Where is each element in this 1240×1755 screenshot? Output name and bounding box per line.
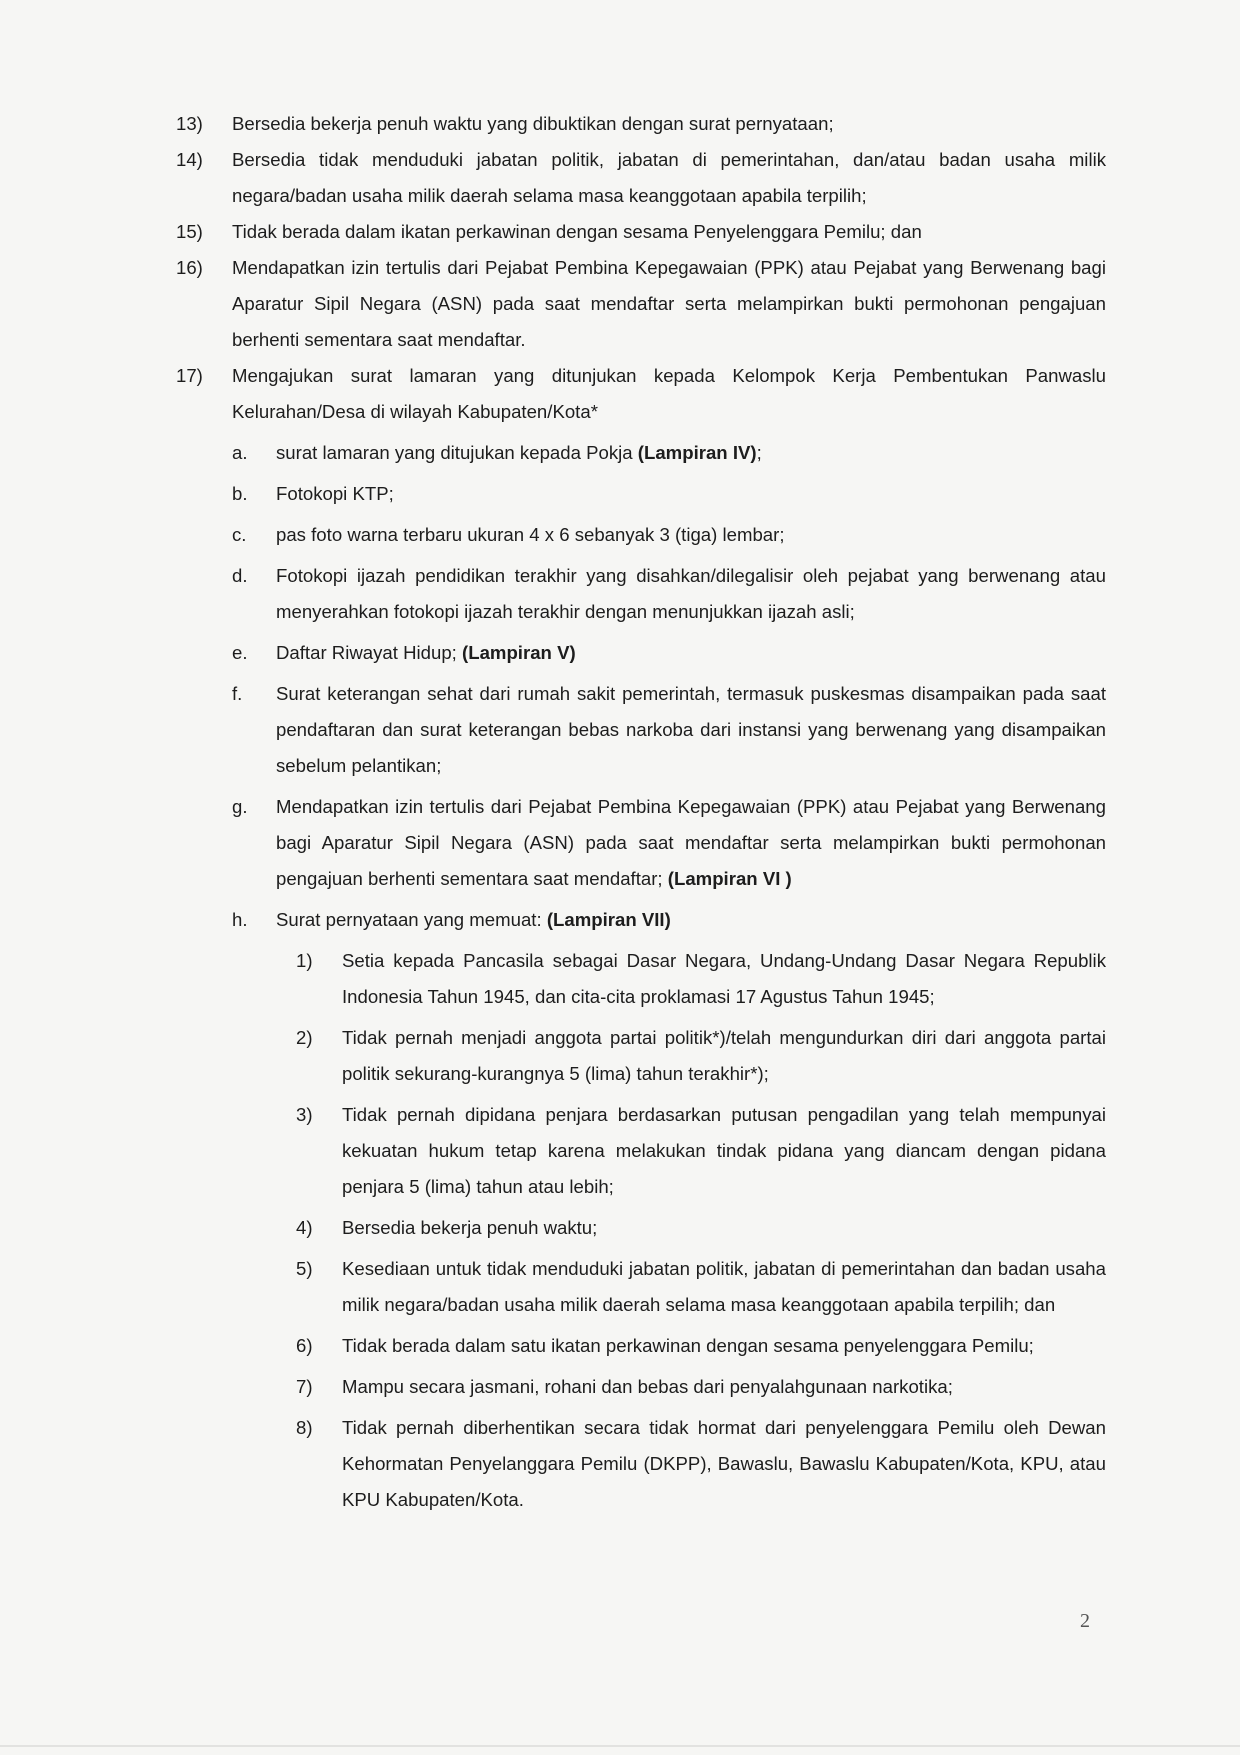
statement-item xyxy=(176,1020,1106,1092)
sub-list-item xyxy=(176,558,1106,630)
item-number: 15) xyxy=(176,221,203,242)
sub-list-item xyxy=(176,476,1106,512)
statement-item xyxy=(176,1210,1106,1246)
item-text: Bersedia bekerja penuh waktu yang dibuktikan dengan surat pernyataan; xyxy=(232,113,834,134)
document-body xyxy=(176,106,1106,1518)
statement-item xyxy=(176,1410,1106,1518)
item-number: 17) xyxy=(176,365,203,386)
statement-number: 4) xyxy=(296,1217,313,1238)
statement-text: Tidak pernah dipidana penjara berdasarkan putusan pengadilan yang telah mempunyai kekuatan hukum tetap karena melakukan tindak pidana yang diancam dengan pidana penjara 5 (lima) tahun atau lebih; xyxy=(342,1104,1106,1197)
sub-list-item xyxy=(176,902,1106,938)
sub-item-letter: h. xyxy=(232,909,248,930)
item-number: 14) xyxy=(176,149,203,170)
sub-list-item xyxy=(176,435,1106,471)
sub-list-item xyxy=(176,517,1106,553)
sub-item-text: Surat keterangan sehat dari rumah sakit pemerintah, termasuk puskesmas disampaikan pada saat pendaftaran dan surat keterangan bebas narkoba dari instansi yang berwenang yang disampaikan sebelum pelantikan; xyxy=(276,683,1106,776)
statement-text: Bersedia bekerja penuh waktu; xyxy=(342,1217,598,1238)
list-item xyxy=(176,250,1106,358)
statement-text: Setia kepada Pancasila sebagai Dasar Negara, Undang-Undang Dasar Negara Republik Indonesia Tahun 1945, dan cita-cita proklamasi 17 Agustus Tahun 1945; xyxy=(342,950,1106,1007)
statement-number: 8) xyxy=(296,1417,313,1438)
sub-item-letter: d. xyxy=(232,565,248,586)
statement-number: 3) xyxy=(296,1104,313,1125)
list-item xyxy=(176,106,1106,142)
sub-item-text: pas foto warna terbaru ukuran 4 x 6 sebanyak 3 (tiga) lembar; xyxy=(276,524,785,545)
sub-item-text: Fotokopi ijazah pendidikan terakhir yang disahkan/dilegalisir oleh pejabat yang berwenang atau menyerahkan fotokopi ijazah terakhir dengan menunjukkan ijazah asli; xyxy=(276,565,1106,622)
scan-edge-divider xyxy=(0,1745,1240,1747)
sub-list-item xyxy=(176,789,1106,897)
sub-item-letter: g. xyxy=(232,796,248,817)
sub-item-letter: f. xyxy=(232,683,243,704)
statement-number: 5) xyxy=(296,1258,313,1279)
attachment-ref: (Lampiran V) xyxy=(462,642,576,663)
sub-item-text: Fotokopi KTP; xyxy=(276,483,394,504)
attachment-ref: (Lampiran VII) xyxy=(546,909,671,930)
statement-item xyxy=(176,1369,1106,1405)
sub-item-letter: b. xyxy=(232,483,248,504)
item-text: Tidak berada dalam ikatan perkawinan dengan sesama Penyelenggara Pemilu; dan xyxy=(232,221,922,242)
sub-item-text: Daftar Riwayat Hidup; (Lampiran V) xyxy=(276,642,576,663)
statement-text: Mampu secara jasmani, rohani dan bebas dari penyalahgunaan narkotika; xyxy=(342,1376,953,1397)
page-number: 2 xyxy=(1080,1610,1090,1632)
list-item xyxy=(176,214,1106,250)
item-text: Bersedia tidak menduduki jabatan politik, jabatan di pemerintahan, dan/atau badan usaha milik negara/badan usaha milik daerah selama masa keanggotaan apabila terpilih; xyxy=(232,149,1106,206)
attachment-ref: (Lampiran IV) xyxy=(637,442,757,463)
statement-text: Tidak berada dalam satu ikatan perkawinan dengan sesama penyelenggara Pemilu; xyxy=(342,1335,1034,1356)
sub-item-letter: c. xyxy=(232,524,247,545)
statement-text: Tidak pernah menjadi anggota partai politik*)/telah mengundurkan diri dari anggota partai politik sekurang-kurangnya 5 (lima) tahun terakhir*); xyxy=(342,1027,1106,1084)
statement-number: 6) xyxy=(296,1335,313,1356)
sub-list-item xyxy=(176,635,1106,671)
statement-item xyxy=(176,943,1106,1015)
list-item xyxy=(176,142,1106,214)
statement-item xyxy=(176,1328,1106,1364)
sub-item-text: surat lamaran yang ditujukan kepada Pokja (Lampiran IV); xyxy=(276,442,762,463)
statement-number: 2) xyxy=(296,1027,313,1048)
sub-item-letter: a. xyxy=(232,442,248,463)
statement-text: Tidak pernah diberhentikan secara tidak hormat dari penyelenggara Pemilu oleh Dewan Kehormatan Penyelanggara Pemilu (DKPP), Bawaslu, Bawaslu Kabupaten/Kota, KPU, atau KPU Kabupaten/Kota. xyxy=(342,1417,1106,1510)
attachment-ref: (Lampiran VI ) xyxy=(667,868,792,889)
statement-text: Kesediaan untuk tidak menduduki jabatan politik, jabatan di pemerintahan dan badan usaha milik negara/badan usaha milik daerah selama masa keanggotaan apabila terpilih; dan xyxy=(342,1258,1106,1315)
item-number: 16) xyxy=(176,257,203,278)
statement-item xyxy=(176,1097,1106,1205)
list-item xyxy=(176,358,1106,430)
sub-item-text: Surat pernyataan yang memuat: (Lampiran VII) xyxy=(276,909,671,930)
sub-item-text: Mendapatkan izin tertulis dari Pejabat Pembina Kepegawaian (PPK) atau Pejabat yang Berwenang bagi Aparatur Sipil Negara (ASN) pada saat mendaftar serta melampirkan bukti permohonan pengajuan berhenti sementara saat mendaftar; (Lampiran VI ) xyxy=(276,796,1106,889)
item-text: Mendapatkan izin tertulis dari Pejabat Pembina Kepegawaian (PPK) atau Pejabat yang Berwenang bagi Aparatur Sipil Negara (ASN) pada saat mendaftar serta melampirkan bukti permohonan pengajuan berhenti sementara saat mendaftar. xyxy=(232,257,1106,350)
sub-item-letter: e. xyxy=(232,642,248,663)
statement-number: 7) xyxy=(296,1376,313,1397)
statement-number: 1) xyxy=(296,950,313,971)
sub-list-item xyxy=(176,676,1106,784)
item-number: 13) xyxy=(176,113,203,134)
item-text: Mengajukan surat lamaran yang ditunjukan kepada Kelompok Kerja Pembentukan Panwaslu Kelurahan/Desa di wilayah Kabupaten/Kota* xyxy=(232,365,1106,422)
statement-item xyxy=(176,1251,1106,1323)
